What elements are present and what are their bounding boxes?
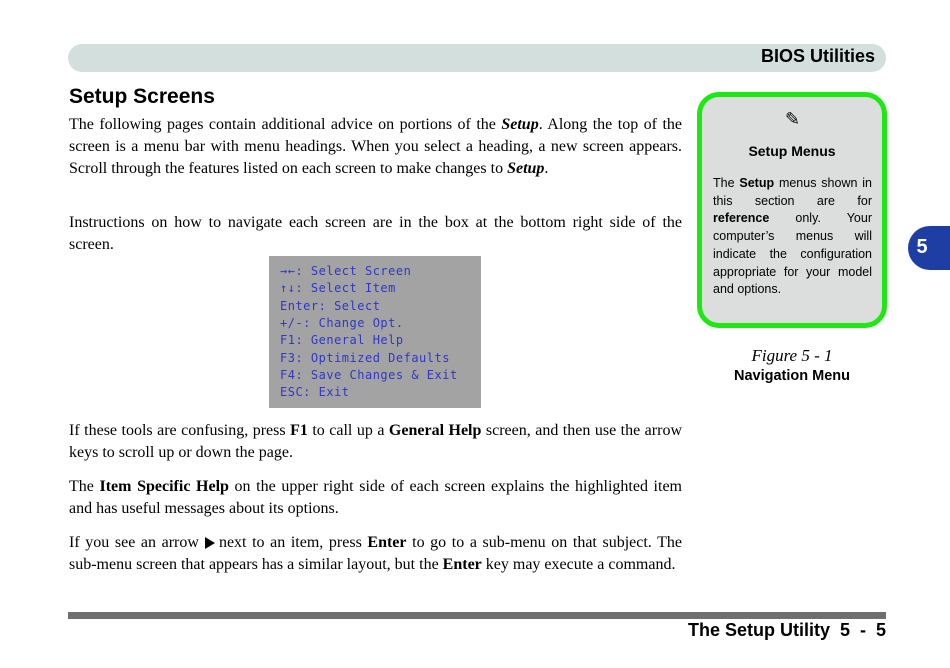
paragraph-4: The Item Specific Help on the upper right side of each screen explains the highlighted item and has useful messages about its options. (69, 478, 682, 517)
footer-rule (68, 612, 886, 619)
header-title: BIOS Utilities (760, 46, 875, 66)
paragraph-1: The following pages contain additional advice on portions of the Setup. Along the top of the screen is a menu bar with menu headings. When you select a heading, a new screen appears. Scroll through the features listed on each screen to make changes to Setup. (69, 116, 683, 177)
note-title: Setup Menus (748, 143, 836, 159)
arrow-right-icon (205, 537, 215, 549)
nav-line: +/-: Change Opt. (280, 316, 404, 330)
nav-line: F1: General Help (280, 333, 404, 347)
navigation-menu-box (269, 256, 481, 408)
figure-caption: Figure 5 - 1 (751, 346, 833, 365)
nav-line: F4: Save Changes & Exit (280, 368, 458, 382)
chapter-tab (908, 226, 950, 270)
nav-line: ↑↓: Select Item (280, 281, 396, 295)
nav-line: F3: Optimized Defaults (280, 351, 450, 365)
nav-line: Enter: Select (280, 299, 381, 313)
footer-text: The Setup Utility 5 - 5 (687, 620, 886, 640)
pencil-icon: ✎ (785, 109, 801, 130)
note-box (697, 92, 887, 328)
note-body: The Setup menus shown in this section are for reference only. Your computer’s menus will indicate the configuration appropriate for your model and options. (713, 176, 872, 297)
nav-line: ESC: Exit (280, 385, 350, 399)
page-title: Setup Screens (69, 85, 215, 108)
paragraph-3: If these tools are confusing, press F1 to call up a General Help screen, and then use the arrow keys to scroll up or down the page. (69, 422, 682, 461)
figure-title: Navigation Menu (733, 368, 850, 384)
nav-line: →←: Select Screen (280, 264, 412, 278)
chapter-number: 5 (916, 236, 928, 258)
paragraph-2: Instructions on how to navigate each screen are in the box at the bottom right side of the screen. (69, 214, 682, 253)
paragraph-5: If you see an arrow next to an item, press Enter to go to a sub-menu on that subject. The sub-menu screen that appears has a similar layout, but the Enter key may execute a command. (69, 534, 682, 573)
